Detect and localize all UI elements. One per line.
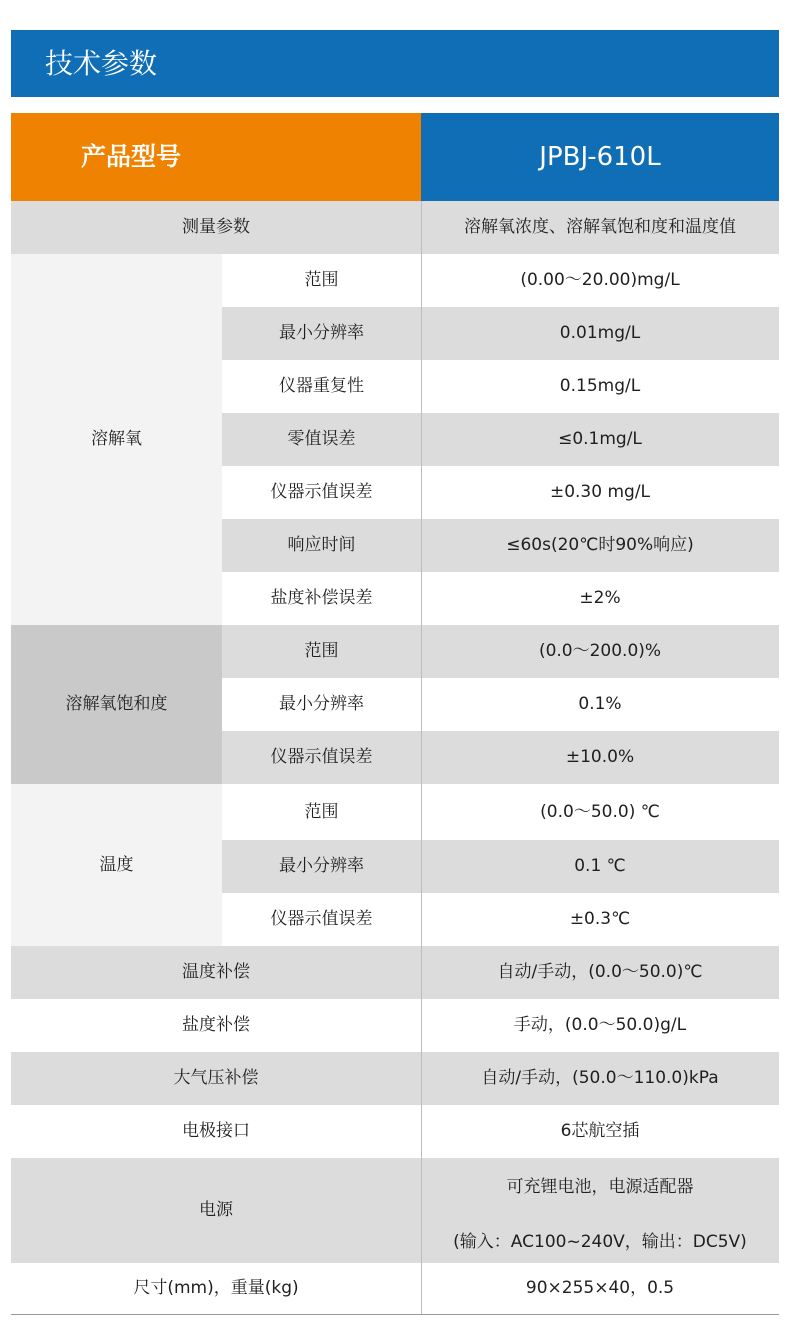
model-label: 产品型号 bbox=[11, 113, 421, 201]
do-range-value: (0.00～20.00)mg/L bbox=[421, 254, 779, 307]
do-resp-label: 响应时间 bbox=[222, 519, 421, 572]
power-value bbox=[421, 1158, 779, 1263]
salt-comp-value: 手动，(0.0～50.0)g/L bbox=[421, 999, 779, 1052]
do-zero-label: 零值误差 bbox=[222, 413, 421, 466]
electrode-label: 电极接口 bbox=[11, 1105, 421, 1158]
sat-group-label: 溶解氧饱和度 bbox=[11, 625, 222, 784]
power-label: 电源 bbox=[11, 1158, 421, 1263]
temp-err-value: ±0.3℃ bbox=[421, 893, 779, 946]
sat-range-label: 范围 bbox=[222, 625, 421, 678]
table-bottom-border bbox=[11, 1314, 779, 1315]
size-label: 尺寸(mm)，重量(kg) bbox=[11, 1263, 421, 1314]
temp-comp-label: 温度补偿 bbox=[11, 946, 421, 999]
power-value-line2: (输入：AC100~240V，输出：DC5V) bbox=[453, 1231, 747, 1252]
do-rep-value: 0.15mg/L bbox=[421, 360, 779, 413]
do-res-value: 0.01mg/L bbox=[421, 307, 779, 360]
sat-res-value: 0.1% bbox=[421, 678, 779, 731]
do-salt-value: ±2% bbox=[421, 572, 779, 625]
measure-label: 测量参数 bbox=[11, 201, 421, 254]
sat-err-value: ±10.0% bbox=[421, 731, 779, 784]
temp-range-value: (0.0～50.0) ℃ bbox=[421, 784, 779, 840]
measure-value: 溶解氧浓度、溶解氧饱和度和温度值 bbox=[421, 201, 779, 254]
do-res-label: 最小分辨率 bbox=[222, 307, 421, 360]
temp-res-value: 0.1 ℃ bbox=[421, 840, 779, 893]
press-comp-label: 大气压补偿 bbox=[11, 1052, 421, 1105]
model-value: JPBJ-610L bbox=[421, 113, 779, 201]
do-resp-value: ≤60s(20℃时90%响应) bbox=[421, 519, 779, 572]
sat-err-label: 仪器示值误差 bbox=[222, 731, 421, 784]
do-group-label: 溶解氧 bbox=[11, 254, 222, 625]
do-range-label: 范围 bbox=[222, 254, 421, 307]
power-value-line1: 可充锂电池，电源适配器 bbox=[506, 1177, 694, 1197]
temp-range-label: 范围 bbox=[222, 784, 421, 840]
do-err-label: 仪器示值误差 bbox=[222, 466, 421, 519]
column-divider bbox=[421, 201, 422, 1315]
section-title: 技术参数 bbox=[11, 30, 779, 97]
temp-comp-value: 自动/手动，(0.0～50.0)℃ bbox=[421, 946, 779, 999]
do-zero-value: ≤0.1mg/L bbox=[421, 413, 779, 466]
temp-err-label: 仪器示值误差 bbox=[222, 893, 421, 946]
do-err-value: ±0.30 mg/L bbox=[421, 466, 779, 519]
sat-res-label: 最小分辨率 bbox=[222, 678, 421, 731]
salt-comp-label: 盐度补偿 bbox=[11, 999, 421, 1052]
do-rep-label: 仪器重复性 bbox=[222, 360, 421, 413]
temp-group-label: 温度 bbox=[11, 784, 222, 946]
size-value: 90×255×40，0.5 bbox=[421, 1263, 779, 1314]
sat-range-value: (0.0～200.0)% bbox=[421, 625, 779, 678]
electrode-value: 6芯航空插 bbox=[421, 1105, 779, 1158]
temp-res-label: 最小分辨率 bbox=[222, 840, 421, 893]
press-comp-value: 自动/手动，(50.0～110.0)kPa bbox=[421, 1052, 779, 1105]
do-salt-label: 盐度补偿误差 bbox=[222, 572, 421, 625]
